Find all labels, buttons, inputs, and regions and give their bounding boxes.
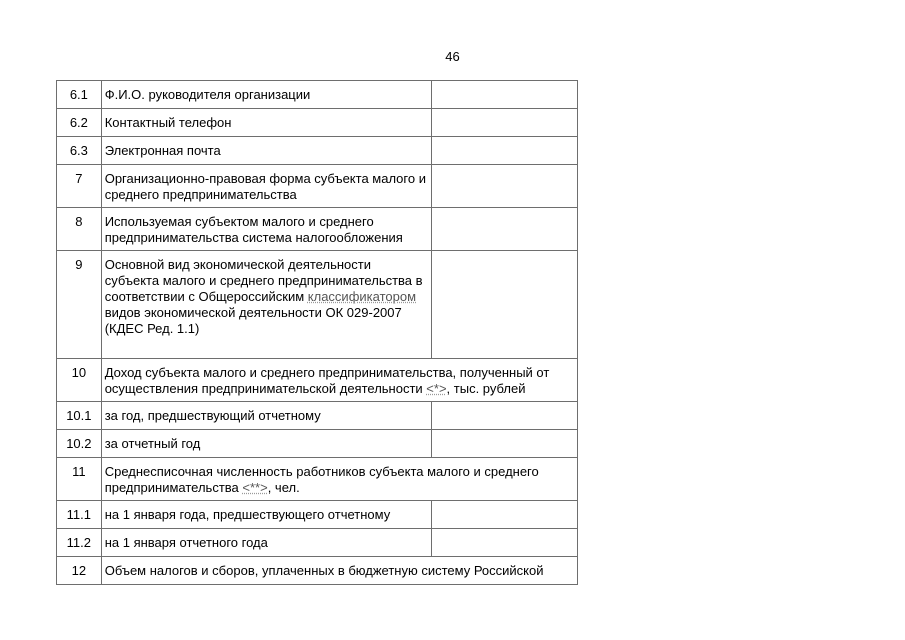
table-row (57, 402, 578, 430)
footnote-link-2[interactable]: <**> (242, 480, 268, 495)
row-label-text: видов экономической деятельности ОК 029-2007 (КДЕС Ред. 1.1) (104, 305, 402, 336)
table-row (57, 359, 578, 402)
row-label: Контактный телефон (101, 109, 432, 137)
row-value-cell[interactable] (432, 501, 578, 529)
row-label: Электронная почта (101, 137, 432, 165)
row-value-cell[interactable] (432, 165, 578, 208)
row-value-cell[interactable] (432, 430, 578, 458)
row-label: Ф.И.О. руководителя организации (101, 81, 432, 109)
row-label: Объем налогов и сборов, уплаченных в бюджетную систему Российской (101, 557, 577, 585)
row-value-cell[interactable] (432, 109, 578, 137)
row-number: 12 (57, 557, 102, 585)
row-value-cell[interactable] (432, 251, 578, 359)
row-label-text: Доход субъекта малого и среднего предпринимательства, полученный от осуществления предпринимательской деятельности (104, 365, 550, 396)
row-value-cell[interactable] (432, 81, 578, 109)
row-value-cell[interactable] (432, 529, 578, 557)
form-table (56, 80, 578, 585)
row-label-text: , чел. (267, 480, 300, 495)
table-row (57, 430, 578, 458)
row-number: 11 (57, 458, 102, 501)
row-number: 10 (57, 359, 102, 402)
table-row (57, 557, 578, 585)
row-label: за отчетный год (101, 430, 432, 458)
row-number: 8 (57, 208, 102, 251)
row-number: 6.1 (57, 81, 102, 109)
row-label: за год, предшествующий отчетному (101, 402, 432, 430)
classifier-link[interactable]: классификатором (307, 289, 417, 304)
row-label: на 1 января отчетного года (101, 529, 432, 557)
table-row (57, 137, 578, 165)
row-value-cell[interactable] (432, 137, 578, 165)
row-number: 10.1 (57, 402, 102, 430)
row-label: на 1 января года, предшествующего отчетному (101, 501, 432, 529)
table-row (57, 81, 578, 109)
row-label: Организационно-правовая форма субъекта малого и среднего предпринимательства (101, 165, 432, 208)
table-row (57, 208, 578, 251)
row-number: 6.3 (57, 137, 102, 165)
row-number: 6.2 (57, 109, 102, 137)
table-row (57, 251, 578, 359)
row-value-cell[interactable] (432, 402, 578, 430)
row-label-text: Основной вид экономической деятельности субъекта малого и среднего предпринимательства в соответствии с Общероссийским (104, 257, 423, 304)
row-number: 7 (57, 165, 102, 208)
row-label-text: Среднесписочная численность работников субъекта малого и среднего предпринимательства (104, 464, 539, 495)
row-label-text: , тыс. рублей (446, 381, 526, 396)
row-label (101, 458, 577, 501)
row-label (101, 251, 432, 359)
table-row (57, 109, 578, 137)
row-number: 9 (57, 251, 102, 359)
table-row (57, 165, 578, 208)
row-number: 11.1 (57, 501, 102, 529)
row-label (101, 359, 577, 402)
row-label: Используемая субъектом малого и среднего предпринимательства система налогообложения (101, 208, 432, 251)
row-number: 10.2 (57, 430, 102, 458)
page-number: 46 (445, 49, 460, 64)
footnote-link-1[interactable]: <*> (426, 381, 447, 396)
table-row (57, 529, 578, 557)
table-row (57, 501, 578, 529)
row-number: 11.2 (57, 529, 102, 557)
row-value-cell[interactable] (432, 208, 578, 251)
table-row (57, 458, 578, 501)
